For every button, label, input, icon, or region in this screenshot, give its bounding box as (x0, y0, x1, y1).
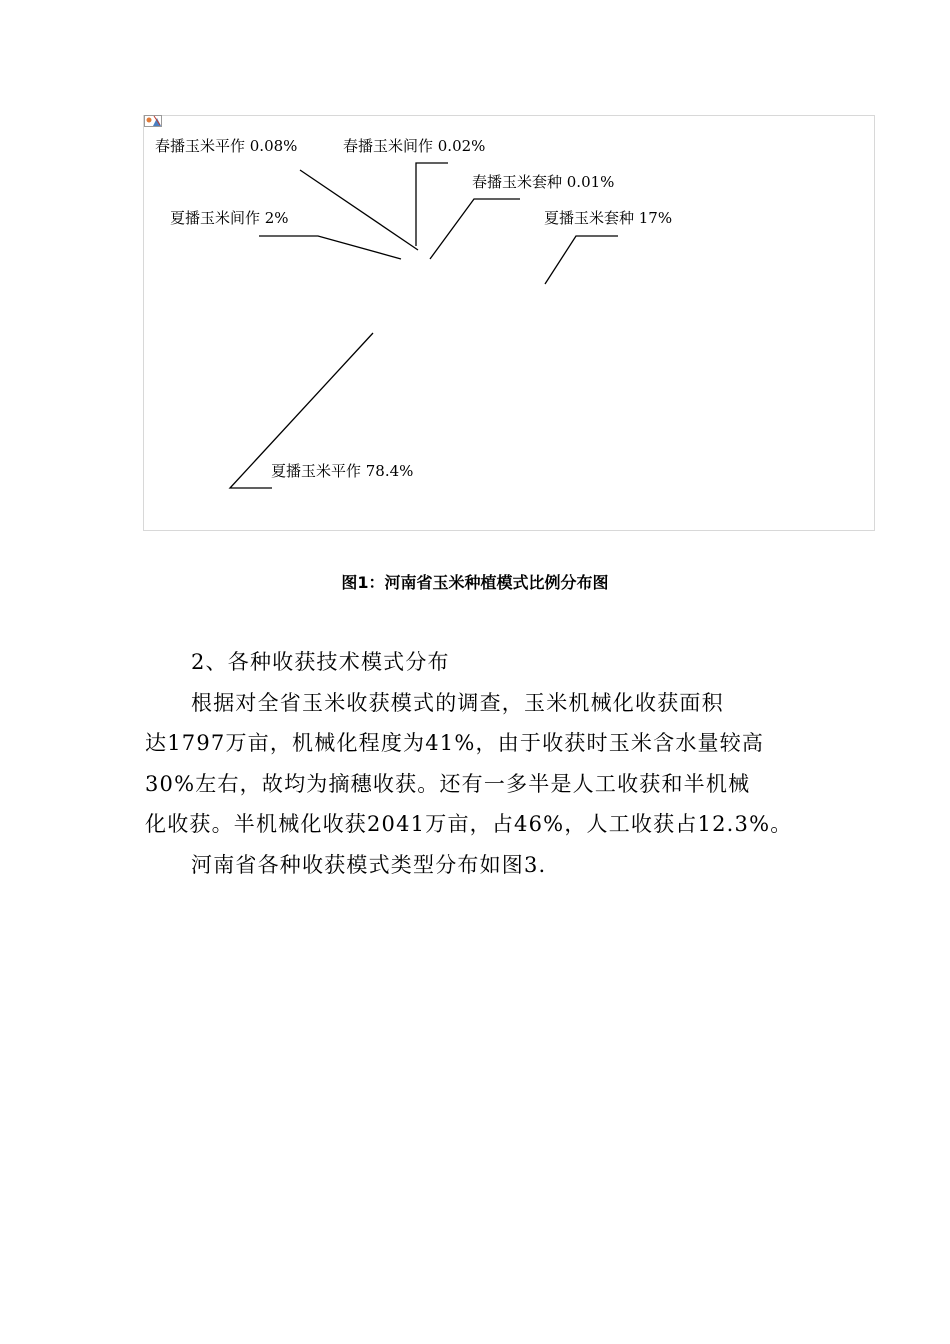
leader-line-spring-flat (300, 170, 418, 250)
leader-line-summer-inter (259, 236, 401, 259)
label-summer-relay: 夏播玉米套种 17% (544, 209, 673, 227)
paragraph-figure-reference: 河南省各种收获模式类型分布如图3. (191, 852, 547, 877)
paragraph-line: 根据对全省玉米收获模式的调查，玉米机械化收获面积 (191, 690, 724, 715)
leader-line-spring-inter (416, 163, 448, 246)
section-heading: 2、各种收获技术模式分布 (191, 650, 450, 674)
label-spring-relay: 春播玉米套种 0.01% (472, 173, 615, 191)
label-summer-inter: 夏播玉米间作 2% (170, 209, 289, 227)
leader-lines (0, 0, 950, 620)
figure-caption: 图1：河南省玉米种植模式比例分布图 (341, 573, 609, 592)
label-spring-flat: 春播玉米平作 0.08% (155, 137, 298, 155)
leader-line-summer-relay (545, 236, 618, 284)
body-text (145, 642, 810, 885)
leader-line-spring-relay (430, 199, 520, 259)
paragraph-line: 达1797万亩，机械化程度为41%，由于收获时玉米含水量较高 (145, 731, 765, 755)
label-summer-flat: 夏播玉米平作 78.4% (271, 462, 414, 480)
paragraph-line: 化收获。半机械化收获2041万亩，占46%，人工收获占12.3%。 (145, 812, 793, 836)
paragraph-line: 30%左右，故均为摘穗收获。还有一多半是人工收获和半机械 (145, 771, 751, 796)
label-spring-inter: 春播玉米间作 0.02% (343, 137, 486, 155)
